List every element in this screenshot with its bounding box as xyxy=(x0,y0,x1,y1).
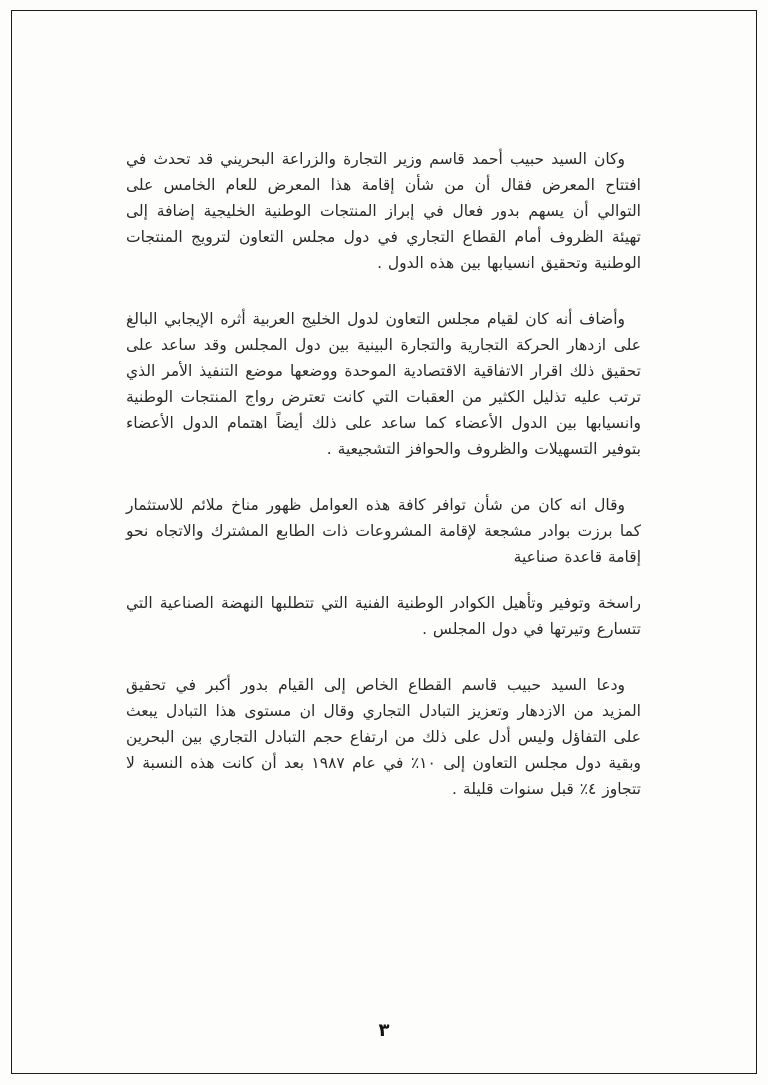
page-number: ٣ xyxy=(378,1020,390,1041)
paragraph-2: وأضاف أنه كان لقيام مجلس التعاون لدول الخليج العربية أثره الإيجابي البالغ على ازدهار الحركة التجارية والتجارة البينية بين دول المجلس وقد ساعد على تحقيق ذلك اقرار الاتفاقية الاقتصادية الموحدة ووضعها موضع التنفيذ الأمر الذي ترتب عليه تذليل الكثير من العقبات التي كانت تعترض رواج المنتجات الوطنية وانسيابها بين الدول الأعضاء كما ساعد على ذلك أيضاً اهتمام الدول الأعضاء بتوفير التسهيلات والظروف والحوافز التشجيعية . xyxy=(126,310,641,458)
paragraph-3: وقال انه كان من شأن توافر كافة هذه العوامل ظهور مناخ ملائم للاستثمار كما برزت بوادر مشجعة لإقامة المشروعات ذات الطابع المشترك والاتجاه نحو إقامة قاعدة صناعية xyxy=(126,496,641,566)
paragraph-4: ودعا السيد حبيب قاسم القطاع الخاص إلى القيام بدور أكبر في تحقيق المزيد من الازدهار وتعزيز التبادل التجاري وقال ان مستوى هذا التبادل يبعث على التفاؤل وليس أدل على ذلك من ارتفاع حجم التبادل التجاري بين البحرين وبقية دول مجلس التعاون إلى ١٠٪ في عام ١٩٨٧ بعد أن كانت هذه النسبة لا تتجاوز ٤٪ قبل سنوات قليلة . xyxy=(126,676,641,798)
paragraph-3-continued: راسخة وتوفير وتأهيل الكوادر الوطنية الفنية التي تتطلبها النهضة الصناعية التي تتسارع وتيرتها في دول المجلس . xyxy=(126,594,641,638)
document-body xyxy=(126,146,641,822)
paragraph-1: وكان السيد حبيب أحمد قاسم وزير التجارة والزراعة البحريني قد تحدث في افتتاح المعرض فقال أن من شأن إقامة هذا المعرض للعام الخامس على التوالي أن يسهم بدور فعال في إبراز المنتجات الوطنية الخليجية إضافة إلى تهيئة الظروف أمام القطاع التجاري في دول مجلس التعاون لترويج المنتجات الوطنية وتحقيق انسيابها بين هذه الدول . xyxy=(126,150,641,272)
